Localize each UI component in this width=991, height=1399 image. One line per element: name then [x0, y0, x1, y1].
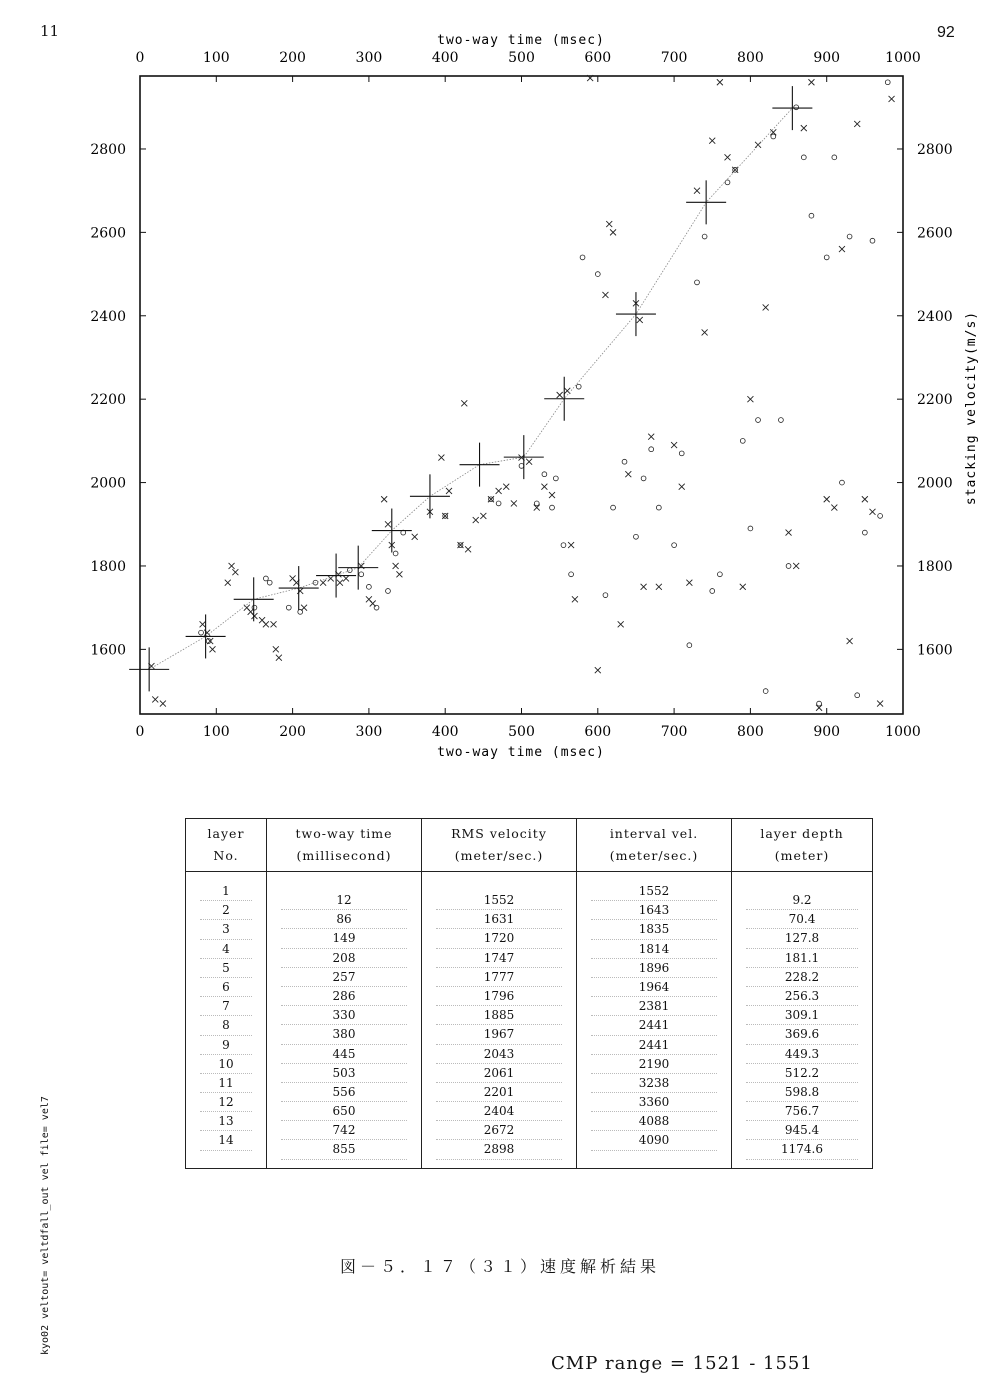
scatter-point-o [656, 505, 661, 510]
scatter-point-x [473, 517, 479, 523]
table-cell: 149 [281, 929, 407, 948]
scatter-point-x [461, 400, 467, 406]
scatter-point-o [817, 701, 822, 706]
x-tick-label-top: 100 [202, 50, 230, 66]
table-cell: 14 [200, 1131, 252, 1150]
x-tick-label-top: 500 [508, 50, 535, 66]
table-cell: 1967 [436, 1025, 562, 1044]
scatter-point-o [580, 255, 585, 260]
scatter-point-x [273, 646, 279, 652]
scatter-point-o [824, 255, 829, 260]
scatter-point-x [511, 500, 517, 506]
scatter-point-x [200, 621, 206, 627]
scatter-point-x [793, 563, 799, 569]
velocity-pick [186, 614, 226, 658]
scatter-point-o [199, 630, 204, 635]
velocity-pick [316, 554, 356, 598]
scatter-point-x [686, 580, 692, 586]
scatter-point-o [393, 551, 398, 556]
column-layer-depth [732, 872, 873, 1169]
velocity-table [185, 818, 873, 1169]
scatter-point-x [808, 79, 814, 85]
y-tick-label-left: 2800 [90, 141, 126, 158]
scatter-point-x [648, 434, 654, 440]
plot-frame [140, 76, 903, 714]
scatter-point-o [550, 505, 555, 510]
scatter-point-x [152, 696, 158, 702]
scatter-point-o [756, 418, 761, 423]
y-tick-label-left: 2000 [90, 475, 126, 492]
scatter-point-o [801, 155, 806, 160]
scatter-point-x [541, 484, 547, 490]
x-tick-label-top: 200 [279, 50, 306, 66]
x-tick-label-bottom: 800 [737, 724, 764, 740]
table-cell: 11 [200, 1074, 252, 1093]
y-tick-label-right: 2800 [917, 141, 953, 158]
y-tick-label-left: 2400 [90, 308, 126, 325]
y-tick-label-right: 1600 [917, 642, 953, 659]
scatter-point-o [576, 384, 581, 389]
table-cell: 8 [200, 1016, 252, 1035]
x-tick-label-top: 400 [431, 50, 459, 66]
scatter-point-x [869, 509, 875, 515]
scatter-point-x [709, 138, 715, 144]
table-cell: 3238 [591, 1074, 717, 1093]
x-tick-label-bottom: 300 [355, 724, 383, 740]
scatter-point-x [271, 621, 277, 627]
scatter-point-x [396, 571, 402, 577]
table-cell: 2190 [591, 1055, 717, 1074]
scatter-point-x [847, 638, 853, 644]
table-cell: 1896 [591, 959, 717, 978]
scatter-point-o [263, 576, 268, 581]
scatter-point-o [374, 605, 379, 610]
scatter-point-x [656, 584, 662, 590]
scatter-point-x [606, 221, 612, 227]
table-cell: 228.2 [746, 968, 858, 987]
figure-caption: 図－５．１７（３１）速度解析結果 [340, 1257, 661, 1276]
scatter-point-o [603, 593, 608, 598]
table-cell: 650 [281, 1102, 407, 1121]
column-rms-velocity [422, 872, 577, 1169]
scatter-point-o [267, 580, 272, 585]
table-cell: 1552 [436, 891, 562, 910]
scatter-point-o [794, 105, 799, 110]
x-tick-label-bottom: 900 [813, 724, 841, 740]
table-cell: 1643 [591, 901, 717, 920]
scatter-point-x [694, 188, 700, 194]
velocity-pick [504, 435, 544, 479]
scatter-point-o [847, 234, 852, 239]
velocity-pick [129, 647, 169, 691]
table-cell: 855 [281, 1140, 407, 1159]
table-cell: 7 [200, 997, 252, 1016]
scatter-point-x [625, 471, 631, 477]
scatter-point-x [204, 630, 210, 636]
scatter-point-x [740, 584, 746, 590]
scatter-point-x [297, 588, 303, 594]
x-tick-label-top: 700 [660, 50, 688, 66]
scatter-point-o [695, 280, 700, 285]
scatter-point-x [568, 542, 574, 548]
table-cell: 598.8 [746, 1083, 858, 1102]
table-cell: 2898 [436, 1140, 562, 1159]
x-tick-label-top: 300 [355, 50, 383, 66]
table-cell: 756.7 [746, 1102, 858, 1121]
table-cell: 127.8 [746, 929, 858, 948]
table-cell: 9 [200, 1036, 252, 1055]
scatter-point-o [702, 234, 707, 239]
velocity-pick [460, 443, 500, 487]
scatter-point-x [557, 392, 563, 398]
table-cell: 181.1 [746, 949, 858, 968]
scatter-point-x [385, 521, 391, 527]
table-header-row [186, 819, 873, 872]
scatter-point-o [809, 213, 814, 218]
scatter-point-o [367, 584, 372, 589]
scatter-point-o [862, 530, 867, 535]
table-cell: 2201 [436, 1083, 562, 1102]
page-number-left: 11 [40, 22, 60, 40]
x-axis-label-bottom: two-way time (msec) [437, 745, 605, 760]
scatter-point-x [209, 646, 215, 652]
scatter-point-x [824, 496, 830, 502]
scatter-point-x [618, 621, 624, 627]
scatter-point-o [672, 543, 677, 548]
table-cell: 512.2 [746, 1064, 858, 1083]
y-tick-label-right: 2600 [917, 225, 953, 242]
table-cell: 1747 [436, 949, 562, 968]
scatter-point-o [870, 238, 875, 243]
scatter-point-x [831, 505, 837, 511]
scatter-point-x [572, 596, 578, 602]
scatter-point-o [748, 526, 753, 531]
x-tick-label-bottom: 1000 [885, 724, 921, 740]
x-tick-label-bottom: 400 [431, 724, 459, 740]
table-cell: 70.4 [746, 910, 858, 929]
header-time: two-way time (millisecond) [267, 819, 422, 872]
table-cell: 1835 [591, 920, 717, 939]
table-cell: 4088 [591, 1112, 717, 1131]
table-cell: 1777 [436, 968, 562, 987]
x-tick-label-bottom: 500 [508, 724, 535, 740]
table-cell: 2672 [436, 1121, 562, 1140]
table-cell: 945.4 [746, 1121, 858, 1140]
table-cell: 1796 [436, 987, 562, 1006]
scatter-point-o [519, 463, 524, 468]
scatter-point-x [671, 442, 677, 448]
scatter-point-o [622, 459, 627, 464]
scatter-point-o [832, 155, 837, 160]
table-cell: 5 [200, 959, 252, 978]
table-cell: 330 [281, 1006, 407, 1025]
x-tick-label-top: 800 [737, 50, 764, 66]
y-tick-label-right: 2200 [917, 392, 953, 409]
scatter-point-o [386, 589, 391, 594]
scatter-point-o [763, 689, 768, 694]
scatter-point-x [393, 563, 399, 569]
scatter-point-x [725, 154, 731, 160]
y-axis-label: stacking velocity(m/s) [964, 310, 979, 506]
velocity-pick [544, 377, 584, 421]
side-note: kyo02 veltout= veltdfall_out vel file= vel7 [40, 1096, 51, 1355]
table-cell: 2 [200, 901, 252, 920]
table-cell: 4090 [591, 1131, 717, 1150]
table-cell: 380 [281, 1025, 407, 1044]
scatter-point-x [337, 580, 343, 586]
scatter-point-x [717, 79, 723, 85]
scatter-point-x [877, 701, 883, 707]
scatter-point-o [496, 501, 501, 506]
table-cell: 742 [281, 1121, 407, 1140]
header-interval: interval vel. (meter/sec.) [577, 819, 732, 872]
y-tick-label-right: 2000 [917, 475, 953, 492]
column-interval-vel [577, 872, 732, 1169]
table-cell: 2043 [436, 1045, 562, 1064]
x-tick-label-bottom: 200 [279, 724, 306, 740]
scatter-point-x [381, 496, 387, 502]
table-cell: 12 [200, 1093, 252, 1112]
scatter-point-x [839, 246, 845, 252]
scatter-point-x [263, 621, 269, 627]
scatter-point-o [679, 451, 684, 456]
header-layer: layer No. [186, 819, 267, 872]
scatter-point-o [595, 272, 600, 277]
scatter-point-o [710, 589, 715, 594]
scatter-point-x [747, 396, 753, 402]
scatter-point-o [740, 438, 745, 443]
velocity-pick [410, 474, 450, 518]
scatter-point-o [771, 134, 776, 139]
table-cell: 12 [281, 891, 407, 910]
table-cell: 3360 [591, 1093, 717, 1112]
scatter-point-o [878, 514, 883, 519]
scatter-point-o [252, 605, 257, 610]
table-cell: 449.3 [746, 1045, 858, 1064]
scatter-point-o [534, 501, 539, 506]
scatter-point-o [553, 476, 558, 481]
x-tick-label-bottom: 600 [584, 724, 612, 740]
table-cell: 1174.6 [746, 1140, 858, 1159]
velocity-pick [616, 292, 656, 336]
x-tick-label-bottom: 700 [660, 724, 688, 740]
velocity-pick [279, 566, 319, 610]
scatter-point-o [542, 472, 547, 477]
table-cell: 208 [281, 949, 407, 968]
y-tick-label-left: 2600 [90, 225, 126, 242]
scatter-point-x [637, 317, 643, 323]
table-cell: 1720 [436, 929, 562, 948]
table-cell: 257 [281, 968, 407, 987]
page-number-right: 92 [937, 24, 955, 41]
table-cell: 9.2 [746, 891, 858, 910]
table-cell: 1631 [436, 910, 562, 929]
scatter-point-o [286, 605, 291, 610]
scatter-point-x [480, 513, 486, 519]
table-cell: 256.3 [746, 987, 858, 1006]
scatter-point-x [412, 534, 418, 540]
table-cell: 309.1 [746, 1006, 858, 1025]
scatter-point-x [889, 96, 895, 102]
scatter-point-x [503, 484, 509, 490]
y-tick-label-left: 1800 [90, 558, 126, 575]
velocity-picks [129, 86, 812, 691]
scatter-point-o [840, 480, 845, 485]
table-cell: 369.6 [746, 1025, 858, 1044]
scatter-point-x [610, 229, 616, 235]
x-tick-label-top: 1000 [885, 50, 921, 66]
x-tick-label-top: 900 [813, 50, 841, 66]
table-cell: 4 [200, 940, 252, 959]
scatter-point-o [885, 80, 890, 85]
scatter-point-x [702, 329, 708, 335]
scatter-point-x [160, 701, 166, 707]
scatter-point-x [496, 488, 502, 494]
scatter-point-x [602, 292, 608, 298]
y-tick-label-right: 1800 [917, 558, 953, 575]
table-cell: 1814 [591, 940, 717, 959]
scatter-point-o [717, 572, 722, 577]
scatter-point-o [634, 534, 639, 539]
table-cell: 1 [200, 882, 252, 901]
table-cell: 2441 [591, 1016, 717, 1035]
table-cell: 6 [200, 978, 252, 997]
scatter-point-o [649, 447, 654, 452]
header-depth: layer depth (meter) [732, 819, 873, 872]
table-cell: 2061 [436, 1064, 562, 1083]
table-cell: 86 [281, 910, 407, 929]
scatter-point-x [755, 142, 761, 148]
table-cell: 10 [200, 1055, 252, 1074]
table-cell: 1885 [436, 1006, 562, 1025]
scatter-point-x [763, 304, 769, 310]
scatter-point-o [687, 643, 692, 648]
scatter-point-x [276, 655, 282, 661]
y-tick-label-left: 1600 [90, 642, 126, 659]
scatter-point-x [801, 125, 807, 131]
scatter-point-x [641, 584, 647, 590]
scatter-point-o [298, 609, 303, 614]
scatter-point-x [854, 121, 860, 127]
table-cell: 286 [281, 987, 407, 1006]
table-cell: 556 [281, 1083, 407, 1102]
table-cell: 2404 [436, 1102, 562, 1121]
scatter-point-o [359, 572, 364, 577]
scatter-point-x [438, 455, 444, 461]
x-tick-label-top: 0 [135, 50, 145, 66]
table-cell: 3 [200, 920, 252, 939]
scatter-point-o [641, 476, 646, 481]
table-cell: 445 [281, 1045, 407, 1064]
column-layer-no [186, 872, 267, 1169]
scatter-point-x [679, 484, 685, 490]
table-cell: 503 [281, 1064, 407, 1083]
scatter-point-x [343, 575, 349, 581]
scatter-point-x [328, 575, 334, 581]
x-tick-label-top: 600 [584, 50, 612, 66]
scatter-point-x [232, 569, 238, 575]
table-cell: 2441 [591, 1036, 717, 1055]
scatter-point-o [569, 572, 574, 577]
table-cell: 2381 [591, 997, 717, 1016]
scatter-point-x [862, 496, 868, 502]
scatter-point-o [611, 505, 616, 510]
column-two-way-time [267, 872, 422, 1169]
table-cell: 13 [200, 1112, 252, 1131]
scatter-point-x [446, 488, 452, 494]
y-tick-label-left: 2200 [90, 392, 126, 409]
table-cell: 1964 [591, 978, 717, 997]
scatter-point-x [225, 580, 231, 586]
scatter-point-x [595, 667, 601, 673]
scatter-point-o [855, 693, 860, 698]
scatter-point-o [561, 543, 566, 548]
x-axis-label-top: two-way time (msec) [437, 33, 605, 48]
header-rms: RMS velocity (meter/sec.) [422, 819, 577, 872]
cmp-range: CMP range = 1521 - 1551 [551, 1353, 813, 1374]
y-tick-label-right: 2400 [917, 308, 953, 325]
table-body-row [186, 872, 873, 1169]
scatter-point-x [465, 546, 471, 552]
scatter-point-x [229, 563, 235, 569]
scatter-point-x [786, 530, 792, 536]
scatter-point-o [779, 418, 784, 423]
x-tick-label-bottom: 100 [202, 724, 230, 740]
table-cell: 1552 [591, 882, 717, 901]
scatter-point-x [251, 613, 257, 619]
scatter-point-x [526, 459, 532, 465]
x-tick-label-bottom: 0 [135, 724, 145, 740]
scatter-points [148, 75, 894, 711]
scatter-point-x [549, 492, 555, 498]
scatter-point-o [786, 564, 791, 569]
